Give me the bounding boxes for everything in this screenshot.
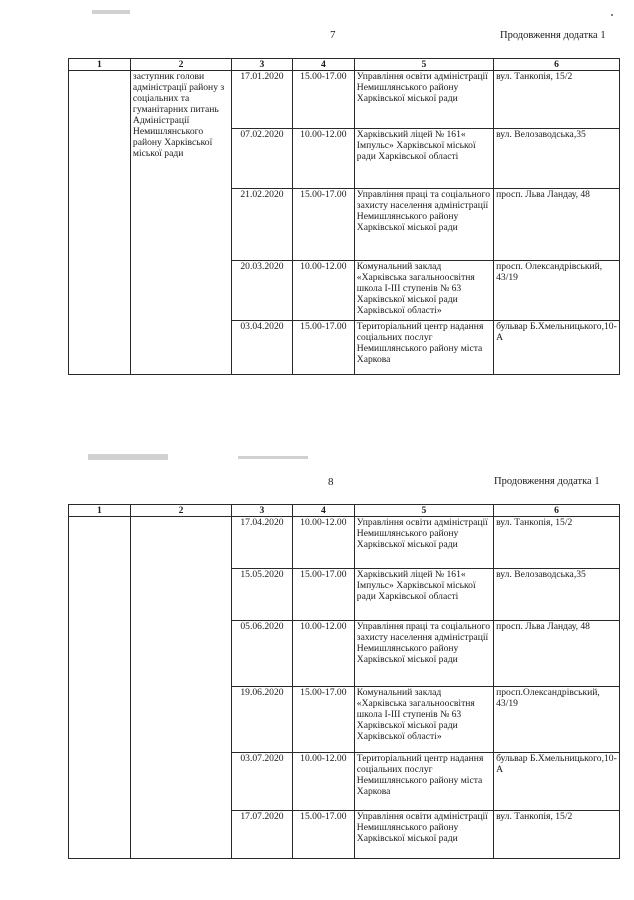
place-cell: Комунальний заклад «Харківська загальноосвітня школа І-ІІІ ступенів № 63 Харківської міської ради Харківської області» (354, 261, 493, 321)
continuation-label: Продовження додатка 1 (500, 30, 606, 41)
time-cell: 10.00-12.00 (292, 261, 354, 321)
scan-artifact (92, 10, 130, 14)
time-cell: 15.00-17.00 (292, 569, 354, 621)
address-cell: бульвар Б.Хмельницького,10-А (494, 321, 620, 375)
address-cell: вул. Велозаводська,35 (494, 129, 620, 189)
address-cell: просп. Льва Ландау, 48 (494, 621, 620, 687)
place-cell: Управління освіти адміністрації Немишлянського району Харківської міської ради (354, 71, 493, 129)
table-header-row (69, 505, 620, 517)
date-cell: 05.06.2020 (232, 621, 293, 687)
column-header: 5 (354, 505, 493, 517)
place-cell: Територіальний центр надання соціальних послуг Немишлянського району міста Харкова (354, 753, 493, 811)
time-cell: 10.00-12.00 (292, 517, 354, 569)
time-cell: 10.00-12.00 (292, 621, 354, 687)
address-cell: вул. Велозаводська,35 (494, 569, 620, 621)
address-cell: вул. Танкопія, 15/2 (494, 811, 620, 859)
address-cell: бульвар Б.Хмельницького,10-А (494, 753, 620, 811)
date-cell: 03.04.2020 (232, 321, 293, 375)
date-cell: 17.07.2020 (232, 811, 293, 859)
position-cell (130, 517, 231, 859)
time-cell: 15.00-17.00 (292, 321, 354, 375)
column-header: 1 (69, 505, 131, 517)
page-7 (0, 0, 634, 440)
official-position: заступник голови адміністрації району з соціальних та гуманітарних питань Адміністрації Немишлянського району Харківської міської ради (130, 71, 231, 375)
continuation-label: Продовження додатка 1 (494, 476, 600, 487)
schedule-table (68, 504, 620, 859)
column-header: 1 (69, 59, 131, 71)
place-cell: Управління праці та соціального захисту населення адміністрації Немишлянського району Харківської міської ради (354, 621, 493, 687)
table-row (69, 71, 620, 129)
scan-artifact (238, 456, 308, 459)
address-cell: просп. Льва Ландау, 48 (494, 189, 620, 261)
page-8 (0, 448, 634, 900)
date-cell: 17.01.2020 (232, 71, 293, 129)
time-cell: 15.00-17.00 (292, 189, 354, 261)
time-cell: 15.00-17.00 (292, 811, 354, 859)
place-cell: Управління освіти адміністрації Немишлянського району Харківської міської ради (354, 811, 493, 859)
date-cell: 17.04.2020 (232, 517, 293, 569)
date-cell: 20.03.2020 (232, 261, 293, 321)
place-cell: Територіальний центр надання соціальних послуг Немишлянського району міста Харкова (354, 321, 493, 375)
column-header: 5 (354, 59, 493, 71)
table-header-row (69, 59, 620, 71)
scan-speck (611, 14, 613, 16)
column-header: 2 (130, 59, 231, 71)
index-cell (69, 71, 131, 375)
address-cell: просп.Олександрівський, 43/19 (494, 687, 620, 753)
place-cell: Управління освіти адміністрації Немишлянського району Харківської міської ради (354, 517, 493, 569)
place-cell: Харківський ліцей № 161« Імпульс» Харківської міської ради Харківської області (354, 569, 493, 621)
schedule-table (68, 58, 620, 375)
date-cell: 21.02.2020 (232, 189, 293, 261)
column-header: 3 (232, 59, 293, 71)
column-header: 6 (494, 59, 620, 71)
date-cell: 07.02.2020 (232, 129, 293, 189)
address-cell: просп. Олександрівський, 43/19 (494, 261, 620, 321)
column-header: 2 (130, 505, 231, 517)
time-cell: 10.00-12.00 (292, 753, 354, 811)
column-header: 6 (494, 505, 620, 517)
time-cell: 15.00-17.00 (292, 71, 354, 129)
index-cell (69, 517, 131, 859)
address-cell: вул. Танкопія, 15/2 (494, 517, 620, 569)
place-cell: Комунальний заклад «Харківська загальноосвітня школа І-ІІІ ступенів № 63 Харківської міської ради Харківської області» (354, 687, 493, 753)
date-cell: 03.07.2020 (232, 753, 293, 811)
page-number: 7 (330, 29, 336, 41)
time-cell: 15.00-17.00 (292, 687, 354, 753)
date-cell: 15.05.2020 (232, 569, 293, 621)
column-header: 3 (232, 505, 293, 517)
address-cell: вул. Танкопія, 15/2 (494, 71, 620, 129)
place-cell: Харківський ліцей № 161« Імпульс» Харківської міської ради Харківської області (354, 129, 493, 189)
date-cell: 19.06.2020 (232, 687, 293, 753)
page-number: 8 (328, 476, 334, 488)
place-cell: Управління праці та соціального захисту населення адміністрації Немишлянського району Харківської міської ради (354, 189, 493, 261)
time-cell: 10.00-12.00 (292, 129, 354, 189)
column-header: 4 (292, 59, 354, 71)
column-header: 4 (292, 505, 354, 517)
scan-artifact (88, 454, 168, 460)
table-row (69, 517, 620, 569)
